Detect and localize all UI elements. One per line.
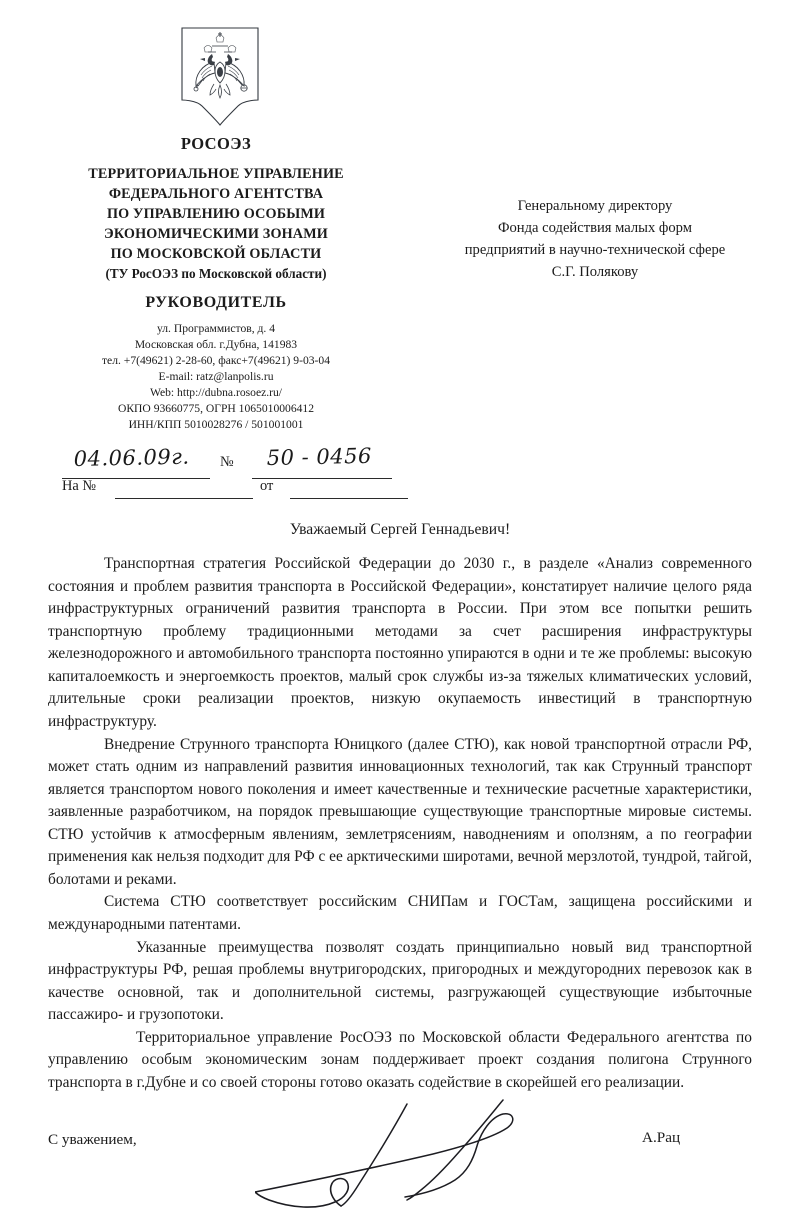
organization-name-line-3: ПО УПРАВЛЕНИЮ ОСОБЫМИ xyxy=(106,205,326,222)
body-paragraph-1: Транспортная стратегия Российской Федерации до 2030 г., в разделе «Анализ современного состояния и проблем развития транспорта в Российской Федерации», констатирует наличие целого ряда инфраструктурных ограничений развития транспорта в России. При этом все попытки решить транспортную проблему традиционными методами за счет расширения инфраструктуры железнодорожного и автомобильного транспорта постоянно упираются в одни и те же проблемы: высокую капиталоемкость и энергоемкость проектов, малый срок службы из-за тяжелых климатических условий, длительные сроки реализации проектов, низкую окупаемость инвестиций в транспортную инфраструктуру. xyxy=(48,555,752,730)
outgoing-reference-line xyxy=(62,443,442,481)
contact-email: E-mail: ratz@lanpolis.ru xyxy=(158,370,274,384)
outgoing-date-handwritten: 04.06.09г. xyxy=(73,444,190,471)
post-title: РУКОВОДИТЕЛЬ xyxy=(145,294,287,312)
on-reference-label: На № xyxy=(62,478,97,494)
organization-short-name: РОСОЭЗ xyxy=(180,134,252,153)
recipient-line-1: Генеральному директору xyxy=(517,198,673,214)
recipient-line-2: Фонда содействия малых форм xyxy=(497,219,692,236)
body-paragraph-2: Внедрение Струнного транспорта Юницкого (далее СТЮ), как новой транспортной отрасли РФ, может стать одним из направлений развития инновационных технологий, так как Струнный транспорт является транспортом нового поколения и имеет качественные и технические расчетные характеристики, заявленные разработчиком, на порядок превышающие существующие транспортные мировые системы. СТЮ устойчив к атмосферным явлениям, землетрясениям, наводнениям и оползням, а по географии применения как нельзя подходит для РФ с ее арктическими широтами, вечной мерзлотой, тундрой, тайгой, болотами и реками. xyxy=(48,735,752,888)
contact-inn-kpp: ИНН/КПП 5010028276 / 501001001 xyxy=(128,418,304,432)
valediction: С уважением, xyxy=(48,1131,137,1148)
organization-name-line-4: ЭКОНОМИЧЕСКИМИ ЗОНАМИ xyxy=(104,226,328,243)
salutation: Уважаемый Сергей Геннадьевич! xyxy=(289,521,511,538)
on-reference-date-blank[interactable] xyxy=(290,498,408,499)
handwritten-signature xyxy=(255,1098,655,1223)
recipient-line-4: С.Г. Полякову xyxy=(551,263,639,280)
organization-name-line-1: ТЕРРИТОРИАЛЬНОЕ УПРАВЛЕНИЕ xyxy=(88,165,344,182)
recipient-block xyxy=(430,196,760,284)
signer-name: А.Рац xyxy=(642,1129,681,1146)
letter-body xyxy=(48,553,752,1095)
on-reference-from-label: от xyxy=(260,478,274,494)
on-reference-number-blank[interactable] xyxy=(115,498,253,499)
contact-city: Московская обл. г.Дубна, 141983 xyxy=(134,338,298,352)
recipient-line-3: предприятий в научно-технической сфере xyxy=(464,241,726,258)
organization-name-line-2: ФЕДЕРАЛЬНОГО АГЕНТСТВА xyxy=(108,185,324,202)
organization-name-line-5: ПО МОСКОВСКОЙ ОБЛАСТИ xyxy=(110,246,322,263)
outgoing-number-handwritten: 50 - 0456 xyxy=(266,443,373,470)
contact-phone-fax: тел. +7(49621) 2-28-60, факс+7(49621) 9-03-04 xyxy=(101,354,331,368)
number-symbol: № xyxy=(220,454,234,470)
incoming-reference-line xyxy=(62,478,462,504)
contact-okpo-ogrn: ОКПО 93660775, ОГРН 1065010006412 xyxy=(117,402,315,416)
body-paragraph-5: Территориальное управление РосОЭЗ по Московской области Федерального агентства по управлению особым экономическим зонам поддерживает проект создания полигона Струнного транспорта в г.Дубне и со своей стороны готово оказать содействие в скорейшей его реализации. xyxy=(48,1028,752,1091)
organization-short-parenthetical: (ТУ РосОЭЗ по Московской области) xyxy=(105,266,327,282)
sender-letterhead xyxy=(42,134,390,433)
body-paragraph-3: Система СТЮ соответствует российским СНИПам и ГОСТам, защищена российскими и международными патентами. xyxy=(48,893,752,933)
contact-web: Web: http://dubna.rosoez.ru/ xyxy=(149,386,283,400)
contact-street: ул. Программистов, д. 4 xyxy=(156,322,276,336)
body-paragraph-4: Указанные преимущества позволят создать принципиально новый вид транспортной инфраструктуры РФ, решая проблемы внутригородских, пригородных и междугородних перевозок как в качестве основной, так и дополнительной системы, разгружающей существующие избыточные пассажиро- и грузопотоки. xyxy=(48,938,752,1024)
russian-coat-of-arms-emblem xyxy=(174,22,266,132)
